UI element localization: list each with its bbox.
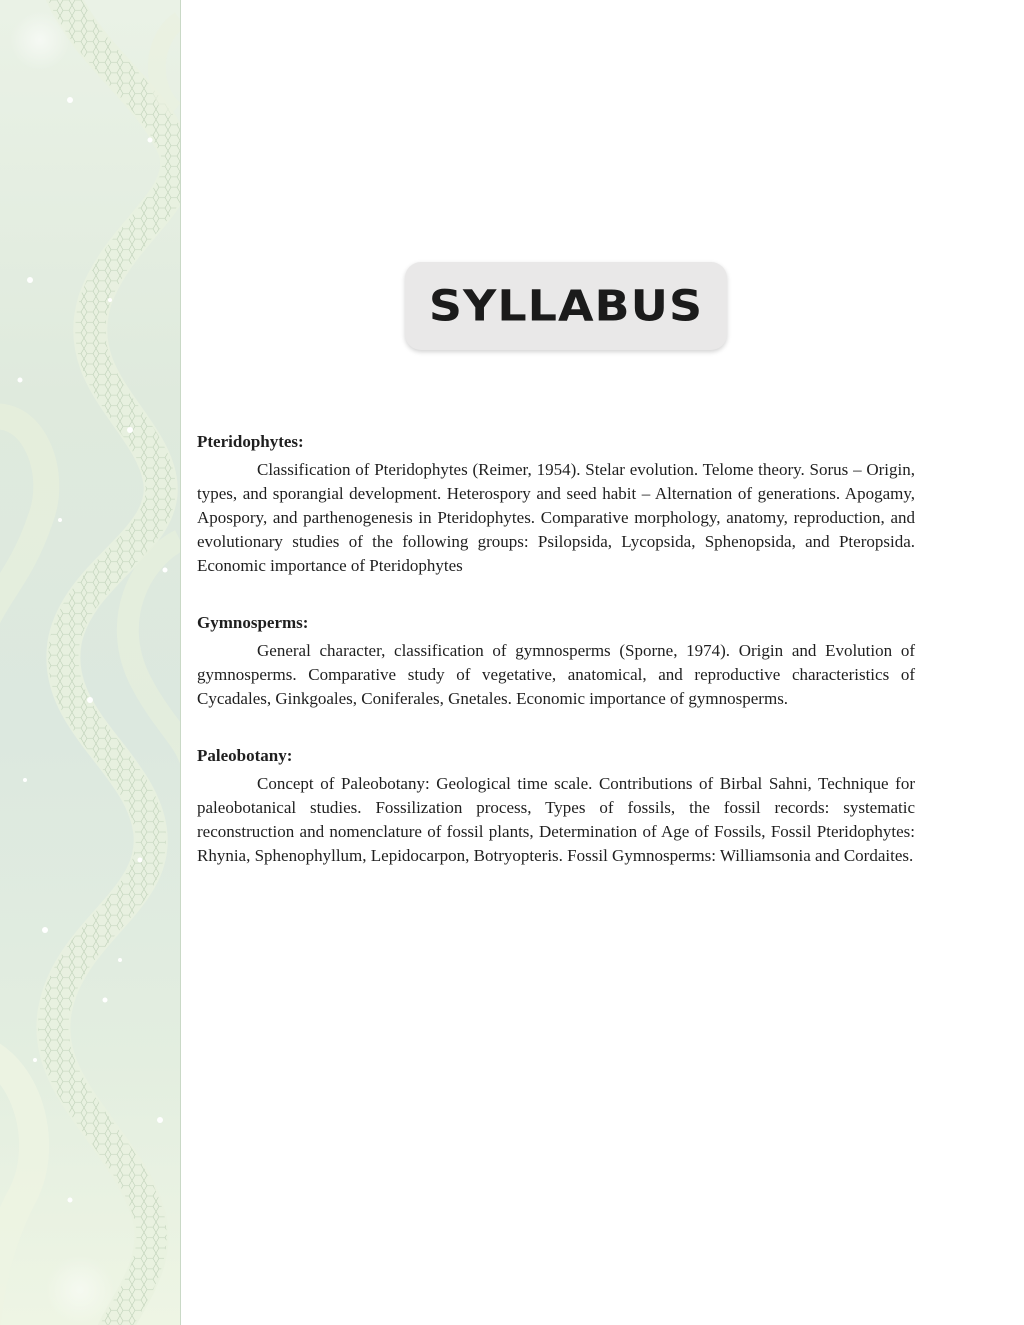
section-heading: Gymnosperms: bbox=[197, 613, 309, 632]
section-body: General character, classification of gymnosperms (Sporne, 1974). Origin and Evolution of gymnosperms. Comparative study of vegetative, anatomical, and reproductive characteristics of Cycadales, Ginkgoales, Coniferales, Gnetales. Economic importance of gymnosperms. bbox=[197, 641, 915, 708]
section-gymnosperms bbox=[197, 611, 915, 711]
section-body: Classification of Pteridophytes (Reimer, 1954). Stelar evolution. Telome theory. Sorus – Origin, types, and sporangial development. Heterospory and seed habit – Alternation of generations. Apogamy, Apospory, and parthenogenesis in Pteridophytes. Comparative morphology, anatomy, reproduction, and evolutionary studies of the following groups: Psilopsida, Lycopsida, Sphenopsida, and Pteropsida. Economic importance of Pteridophytes bbox=[197, 460, 915, 575]
section-heading: Pteridophytes: bbox=[197, 432, 304, 451]
decorative-side-panel bbox=[0, 0, 181, 1325]
syllabus-title-box bbox=[405, 262, 727, 350]
cell-network-illustration bbox=[0, 0, 180, 1325]
section-paleobotany bbox=[197, 744, 915, 868]
membrane-strands bbox=[0, 0, 180, 1325]
section-heading: Paleobotany: bbox=[197, 746, 293, 765]
syllabus-content bbox=[197, 430, 915, 901]
page-title: SYLLABUS bbox=[428, 281, 704, 331]
section-pteridophytes bbox=[197, 430, 915, 578]
section-body: Concept of Paleobotany: Geological time scale. Contributions of Birbal Sahni, Technique for paleobotanical studies. Fossilization process, Types of fossils, the fossil records: systematic reconstruction and nomenclature of fossil plants, Determination of Age of Fossils, Fossil Pteridophytes: Rhynia, Sphenophyllum, Lepidocarpon, Botryopteris. Fossil Gymnosperms: Williamsonia and Cordaites. bbox=[197, 774, 915, 865]
